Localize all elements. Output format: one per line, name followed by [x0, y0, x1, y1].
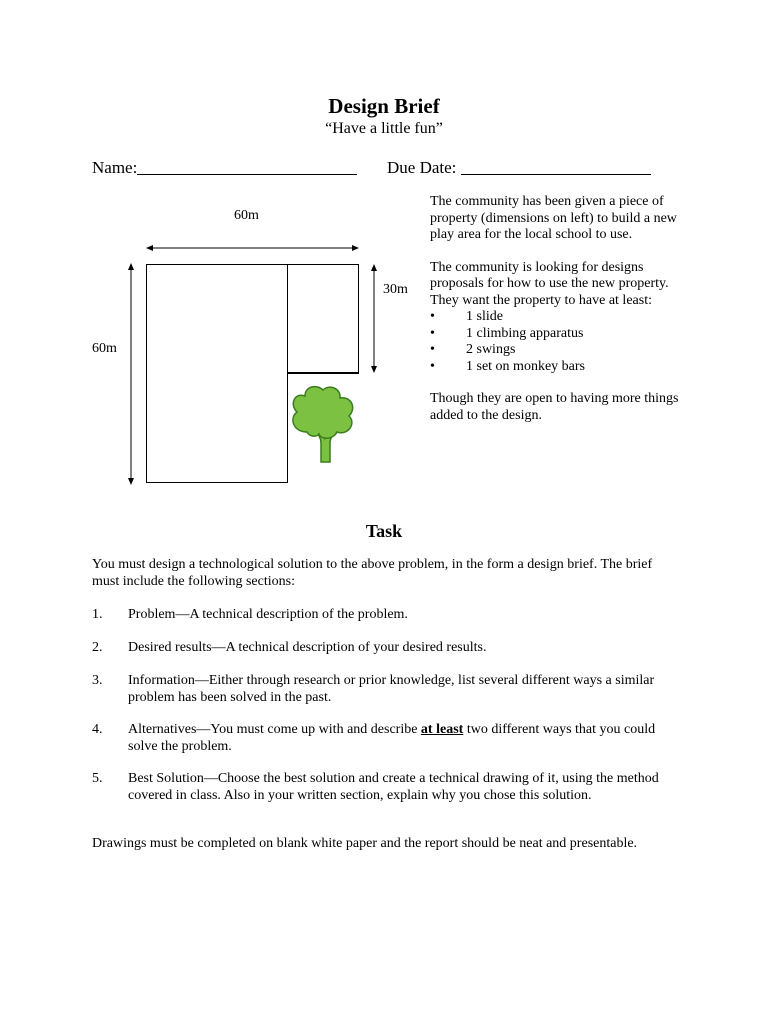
task-item-5: 5. Best Solution—Choose the best solution and create a technical drawing of it, using the method covered in class. Also in your written section, explain why you chose this solution.: [92, 771, 659, 803]
due-date-blank-line: [461, 173, 651, 175]
property-description: [430, 194, 680, 440]
right-dimension-arrow: [371, 264, 377, 373]
list-item: • 2 swings: [430, 342, 516, 357]
top-dimension-arrow: [146, 245, 359, 251]
property-diagram: [85, 200, 385, 495]
top-dimension-label: 60m: [234, 208, 259, 223]
name-field: [92, 157, 357, 179]
name-label: Name:: [92, 158, 138, 177]
emphasis-at-least: at least: [420, 722, 464, 737]
description-paragraph-1: The community has been given a piece of property (dimensions on left) to build a new play area for the local school to use.: [430, 194, 677, 242]
task-item-4: 4. Alternatives—You must come up with and describe at least two different ways that you could solve the problem.: [92, 722, 656, 754]
description-paragraph-3: Though they are open to having more things added to the design.: [430, 391, 679, 423]
list-item: • 1 set on monkey bars: [430, 358, 585, 374]
page-title: Design Brief: [328, 94, 440, 118]
description-paragraph-2: The community is looking for designs proposals for how to use the new property. They want the property to have at least:: [430, 259, 669, 308]
due-date-field: [387, 157, 651, 179]
task-heading: Task: [365, 521, 403, 541]
task-item-2: 2. Desired results—A technical description of your desired results.: [92, 640, 487, 655]
left-dimension-label: 60m: [92, 341, 117, 356]
task-item-1: 1. Problem—A technical description of the problem.: [92, 607, 408, 622]
task-intro: You must design a technological solution to the above problem, in the form a design brief. The brief must include the following sections:: [92, 557, 653, 589]
name-blank-line: [137, 173, 357, 175]
requirements-list: [430, 309, 680, 375]
right-dimension-label: 30m: [383, 282, 408, 297]
tree-icon: [293, 387, 353, 462]
task-item-3: 3. Information—Either through research or prior knowledge, list several different ways a similar problem has been solved in the past.: [92, 673, 655, 705]
list-item: • 1 climbing apparatus: [430, 325, 584, 341]
due-date-label: Due Date:: [387, 158, 457, 177]
list-item: • 1 slide: [430, 309, 503, 324]
task-closing: Drawings must be completed on blank white paper and the report should be neat and presentable.: [92, 836, 638, 851]
left-dimension-arrow: [128, 263, 134, 485]
page-subtitle: “Have a little fun”: [325, 120, 443, 137]
